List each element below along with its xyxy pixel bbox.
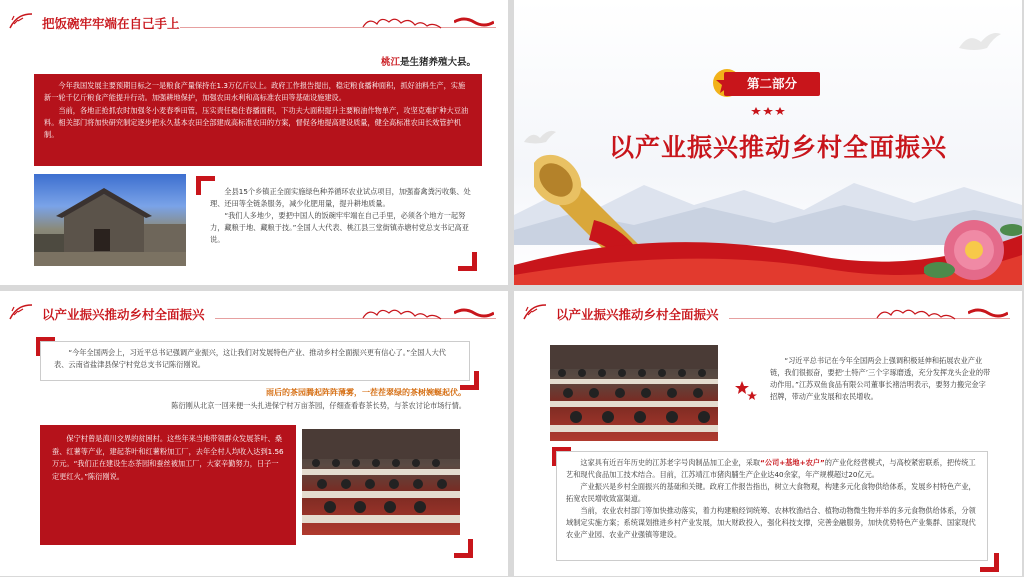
subheading-emphasis: 桃江: [380, 57, 400, 68]
corner-bracket: [454, 539, 473, 558]
meeting-image: [302, 429, 460, 535]
box-text: [566, 457, 978, 541]
note-text: [770, 355, 992, 403]
slide-4: [514, 291, 1022, 576]
dove-icon: [520, 128, 560, 148]
auspicious-cloud-icon: [872, 304, 962, 324]
village-photo: [34, 174, 186, 266]
slide-header: [0, 0, 508, 40]
ornament-icon: [8, 303, 34, 321]
quote-text: [54, 347, 460, 371]
note-paragraph: “习近平总书记在今年全国两会上强调积极延伸和拓展农业产业链，我们很振奋，要把‘土特产’三个字琢磨透，充分发挥龙头企业的带动作用。”江苏双鱼食品有限公司董事长褚洁明表示，要努力搬完金字招牌，带动产业发展和农民增收。: [770, 356, 991, 401]
ribbon-icon: [968, 307, 1008, 319]
header-title: 以产业振兴推动乡村全面振兴: [42, 307, 205, 322]
auspicious-cloud-icon: [358, 304, 448, 324]
quote-paragraph: “今年全国两会上，习近平总书记强调产业振兴，这让我们对发展特色产业、推动乡村全面振兴更有信心了。”全国人大代表、云南省盐津县保宁村党总支书记陈衍刚说。: [54, 348, 446, 369]
red-paragraph: 保宁村曾是滇川交界的贫困村。这些年来当地带领群众发展茶叶、桑蚕、红薯等产业，建起茶叶和红薯粉加工厂，去年全村人均收入达到1.56万元。“我们正在建设生态茶园和蚕丝被加工厂，大家辛勤努力，日子一定更红火。”陈衍刚说。: [52, 434, 284, 481]
slide-3: [0, 291, 508, 576]
box-p1-end: 的产业化经营模式，与高校紧密联系，把传统工艺和现代食品加工技术结合。目前，江苏靖江市猪肉脯生产企业达40余家，年产规模超过20亿元。: [566, 458, 976, 479]
slide-header: [514, 291, 1022, 331]
corner-bracket: [980, 553, 999, 572]
sub-line: 陈衍刚从北京一回来便一头扎进保宁村万亩茶园，仔细查看春茶长势，与茶农讨论市场行情。: [171, 401, 466, 410]
slide-2-section-cover: [514, 0, 1022, 285]
note-paragraph: “我们人多地少，要把中国人的饭碗牢牢端在自己手里，必须各个地方一起努力，藏粮于地、藏粮于技。”全国人大代表、桃江县三堂街镇赤塘村党总支书记高亚说。: [210, 211, 469, 244]
header-title: 把饭碗牢牢端在自己手上: [42, 16, 180, 31]
note-paragraph: 全县15个乡镇正全面实施绿色种养循环农业试点项目，加强畜禽粪污收集、处理、还田等全链条服务，减少化肥用量，提升耕地质量。: [210, 187, 471, 208]
subheading: [381, 54, 476, 68]
box-p1-emphasis: “公司+基地+农户”: [760, 458, 825, 467]
red-paragraph: 今年我国发展主要预期目标之一是粮食产量保持在1.3万亿斤以上。政府工作报告提出，稳定粮食播种面积，抓好油料生产，实施新一轮千亿斤粮食产能提升行动。加强耕地保护，加强农田水利和高标准农田等基础设施建设。: [44, 81, 466, 102]
star-cluster-icon: [734, 379, 760, 405]
header-title: 以产业振兴推动乡村全面振兴: [556, 307, 719, 322]
red-paragraph: 当前，各地正抢抓农时加强冬小麦春季田管，压实责任稳住春播面积，下功夫大面积提升主要粮油作物单产，攻坚克难扩种大豆油料。相关部门将加快研究制定逐步把永久基本农田全部建成高标准农田的方案，督促各地提高建设质量，健全高标准农田长效管护机制。: [44, 106, 469, 139]
meeting-image: [550, 345, 718, 441]
highlight-line: 雨后的茶园腾起阵阵薄雾，一茬茬翠绿的茶树婉蜒起伏。: [266, 388, 466, 397]
auspicious-cloud-icon: [358, 13, 448, 33]
ornament-icon: [522, 303, 548, 321]
section-label: 第二部分: [724, 72, 820, 96]
section-title: 以产业振兴推动乡村全面振兴: [608, 133, 947, 162]
box-paragraph: 当前，农业农村部门等加快推动落实，着力构建粮经饲统筹、农林牧渔结合、植物动物微生物并举的多元食物供给体系，分领域制定实施方案；系统谋划推进乡村产业发展，加大财政投入，强化科技支撑，完善金融服务，加快优势特色产业集群、国家现代农业产业园、农业产业强镇等建设。: [566, 506, 976, 539]
stars-divider-icon: [748, 106, 788, 116]
box-paragraph: 产业振兴是乡村全面振兴的基础和关键。政府工作报告指出，树立大食物观，构建多元化食物供给体系，发展乡村特色产业，拓宽农民增收致富渠道。: [566, 482, 976, 503]
subheading-text: 是生猪养殖大县。: [399, 57, 476, 68]
meeting-photo: [550, 345, 718, 441]
ornament-icon: [8, 12, 34, 30]
red-text-box: [34, 74, 482, 166]
peony-icon: [924, 200, 1022, 285]
village-image: [34, 174, 186, 266]
note-text: [210, 186, 474, 246]
red-text-box: [40, 425, 296, 545]
box-p1-start: 这家具有近百年历史的江苏老字号肉制品加工企业，采取: [580, 458, 761, 467]
ribbon-icon: [454, 16, 494, 28]
meeting-photo: [302, 429, 460, 535]
dove-icon: [954, 30, 1004, 54]
box-paragraph: [566, 457, 978, 481]
slide-header: [0, 291, 508, 331]
slide-1: [0, 0, 508, 285]
header-divider: [180, 27, 496, 28]
ribbon-icon: [454, 307, 494, 319]
corner-bracket: [458, 252, 477, 271]
